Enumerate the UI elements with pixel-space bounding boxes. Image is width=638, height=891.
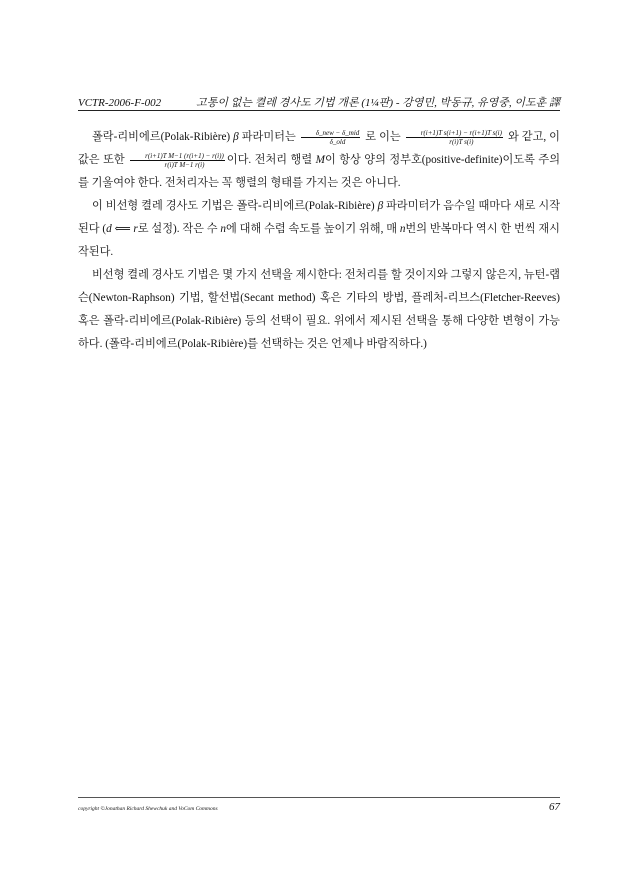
p1-text-6: 이 항상 양의 정부호(positive-definite)이도록 주의를 기울여야 한다. 전처리자는 꼭 행렬의 형태를 가지는 것은 아니다. bbox=[78, 154, 561, 189]
beta-symbol: β bbox=[377, 200, 384, 212]
assign-arrow: ⟸ bbox=[111, 223, 134, 235]
paragraph-restart bbox=[78, 195, 560, 264]
p1-text-3: 로 이는 bbox=[362, 131, 404, 143]
p1-text-1: 폴락-리비에르(Polak-Ribière) bbox=[92, 131, 234, 143]
n-symbol: n bbox=[220, 223, 227, 235]
frac3-denominator: r(i)T M−1 r(i) bbox=[164, 160, 205, 169]
header-title: 고통이 없는 켤레 경사도 기법 개론 (1¼판) - 강영민, 박동규, 유영중, 이도훈 譯 bbox=[196, 97, 560, 109]
beta-fraction-preconditioned bbox=[130, 152, 225, 169]
d-symbol: d bbox=[106, 223, 112, 235]
p1-text-5: 이다. 전처리 행렬 bbox=[226, 154, 316, 166]
frac3-numerator: r(i+1)T M−1 (r(i+1) − r(i)) bbox=[130, 152, 225, 161]
footer-divider bbox=[78, 797, 560, 798]
body-text bbox=[78, 126, 560, 356]
document-id: VCTR-2006-F-002 bbox=[78, 97, 162, 109]
paragraph-choices bbox=[78, 264, 560, 356]
p1-text-2: 파라미터는 bbox=[238, 131, 299, 143]
p2-text-3: 로 설정). 작은 수 bbox=[137, 223, 221, 235]
page-footer bbox=[78, 801, 560, 813]
beta-fraction-delta bbox=[301, 129, 361, 146]
frac2-numerator: r(i+1)T s(i+1) − r(i+1)T s(i) bbox=[406, 129, 503, 138]
p1-text-4: 와 같고, 이 값은 또한 bbox=[78, 131, 560, 166]
running-header bbox=[78, 94, 560, 110]
n-symbol: n bbox=[399, 223, 406, 235]
copyright-notice: copyright ©Jonathan Richard Shewchuk and VoCom Commons bbox=[78, 806, 218, 812]
frac1-denominator: δ_old bbox=[329, 137, 346, 146]
matrix-M-symbol: M bbox=[315, 154, 325, 166]
page-number: 67 bbox=[549, 801, 560, 813]
p2-text-2: 파라미터가 음수일 때마다 새로 시작된다 ( bbox=[78, 200, 561, 235]
frac1-numerator: δ_new − δ_mid bbox=[301, 129, 361, 138]
r-symbol: r bbox=[133, 223, 138, 235]
header-divider bbox=[78, 110, 560, 111]
beta-fraction-residual bbox=[406, 129, 503, 146]
p2-text-4: 에 대해 수렴 속도를 높이기 위해, 매 bbox=[226, 223, 400, 235]
p2-text-5: 번의 반복마다 역시 한 번씩 재시작된다. bbox=[78, 223, 560, 258]
paragraph-polak-ribiere bbox=[78, 126, 560, 195]
frac2-denominator: r(i)T s(i) bbox=[449, 137, 474, 146]
p3-text: 비선형 켤레 경사도 기법은 몇 가지 선택을 제시한다: 전처리를 할 것이지와 그렇지 않은지, 뉴턴-랩슨(Newton-Raphson) 기법, 할선법(Secant method) 혹은 기타의 방법, 플레처-리브스(Fletcher-Reeves) 혹은 폴락-리비에르(Polak-Ribière) 등의 선택이 필요. 위에서 제시된 선택을 통해 다양한 변형이 가능하다. (폴락-리비에르(Polak-Ribière)를 선택하는 것은 언제나 바람직하다.) bbox=[78, 269, 560, 350]
beta-symbol: β bbox=[233, 131, 239, 143]
p2-text-1: 이 비선형 켤레 경사도 기법은 폴락-리비에르(Polak-Ribière) bbox=[92, 200, 378, 212]
